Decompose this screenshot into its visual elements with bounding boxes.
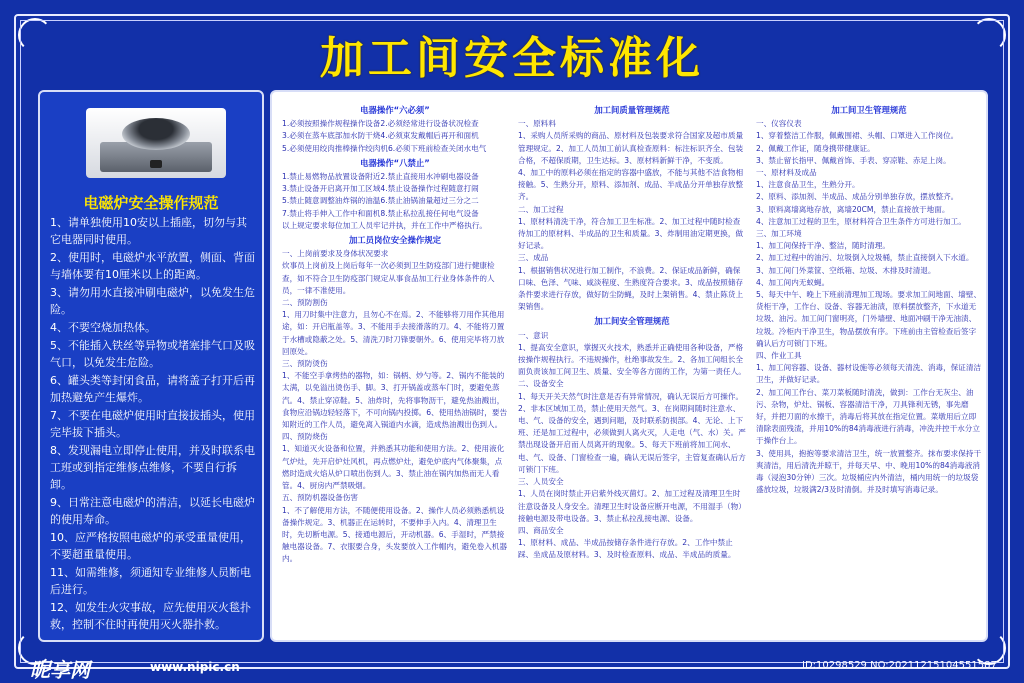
paragraph: 1、加工间容器、设备、器材设施等必须每天清洗、消毒，保证清洁卫生，并做好记录。 — [756, 363, 982, 385]
paragraph: 3、加工间门外菜筐、空纸箱、垃圾、木排及时清退。 — [756, 265, 936, 275]
list-item: 2、使用时，电磁炉水平放置，侧面、背面与墙体要有10厘米以上的距离。 — [50, 251, 255, 281]
watermark-logo: 昵享网 — [30, 658, 90, 682]
section-heading: 电器操作“六必须” — [360, 105, 430, 115]
induction-cooker-rules — [50, 214, 256, 634]
section-heading: 加工间安全管理规范 — [594, 316, 670, 327]
paragraph: 1、知道灭火设备和位置，并熟悉其功能和使用方法。2、使用液化气炉灶，先开启炉灶风机，再点燃炉灶，避免炉底内气体聚集，点燃时造成火焰从炉口喷出伤到人。3、禁止油在锅内加热而无人看管。4、厨房内严禁吸烟。 — [282, 444, 505, 491]
list-item: 7、不要在电磁炉使用时直接拔插头，使用完毕拔下插头。 — [50, 409, 255, 439]
induction-cooker-panel — [38, 90, 264, 642]
list-item: 6、罐头类等封闭食品，请将盖子打开后再加热避免产生爆炸。 — [50, 374, 255, 404]
column-hygiene — [756, 102, 982, 497]
paragraph: 一、上岗前要求及身体状况要求 — [282, 249, 389, 259]
paragraph: 1、原材料清洗干净，符合加工卫生标准。2、加工过程中随时检查待加工的原材料、半成品的卫生和质量。3、炸制用油定期更换，做好记录。 — [518, 216, 744, 251]
paragraph: 1、用刀时集中注意力，且勿心不在焉。2、不能够将刀用作其他用途，如：开启瓶盖等。3、不能用手去接滑落的刀。4、不能将刀置于水槽或隐蔽之处。5、清洗刀时刀锋要朝外。6、使用完毕将刀放回原处。 — [282, 310, 505, 356]
paragraph: 炊事员上岗前及上岗后每年一次必须到卫生防疫部门进行健康检查，如不符合卫生防疫部门规定从事食品加工行业身体条件的人员，一律不准使用。 — [282, 261, 495, 295]
paragraph: 3、原料离墙离地存放，离墙20CM，禁止直接放于地面。 — [756, 204, 950, 214]
paragraph: 4、加工中的原料必须在指定的容器中盛放，不能与其他不洁食物相接触。5、生熟分开，原料、添加剂、成品、半成品分开单独存放整齐。 — [518, 168, 744, 202]
section-heading: 加工员岗位安全操作规定 — [348, 235, 442, 246]
list-item: 10、应严格按照电磁炉的承受重量使用，不要超重量使用。 — [50, 531, 251, 561]
column-quality-safety — [518, 102, 746, 562]
list-item: 3.禁止设备开启离开加工区域4.禁止设备操作过程随意打闹 — [282, 184, 479, 194]
list-item: 8、发现漏电立即停止使用，并及时联系电工班或到指定维修点维修，不要自行拆卸。 — [50, 444, 255, 491]
paragraph: 二、加工过程 — [518, 204, 564, 214]
paragraph: 一、意识 — [518, 330, 549, 340]
list-item: 3、请勿用水直接冲刷电磁炉，以免发生危险。 — [50, 286, 255, 316]
list-item: 5.禁止随意调整油炸锅的油温6.禁止油锅油量超过三分之二 — [282, 196, 479, 206]
paragraph: 2、加工过程中的油污、垃圾倒入垃圾桶，禁止直接倒入下水道。 — [756, 253, 974, 263]
wok-icon — [122, 118, 190, 150]
paragraph: 二、设备安全 — [518, 379, 564, 389]
paragraph: 四、预防烧伤 — [282, 432, 328, 442]
paragraph: 1、穿着整洁工作服，佩戴围裙、头帽、口罩进入工作岗位。 — [756, 131, 959, 141]
paragraph: 1、注意食品卫生，生熟分开。 — [756, 180, 860, 190]
paragraph: 1、不能空手拿烤热的器物，如：锅柄、炒勺等。2、锅内不能装的太满，以免溢出烫伤手、脚。3、打开锅盖或蒸车门时，要避免蒸汽。4、禁止穿凉鞋。5、油炸时，先将事物沥干，避免热油溅出，食物应沿锅边轻轻落下，不可向锅内投掷。6、使用热油锅时，要告知附近的工作人员，避免离入锅道内水滴，造成热油溅出伤到人。 — [282, 371, 508, 430]
induction-cooker-photo — [86, 108, 226, 178]
paragraph: 1、不了解使用方法，不随便使用设备。2、操作人员必须熟悉机设备操作规定。3、机器正在运转时，不要伸手入内。4、清理卫生时，先切断电源。5、接通电源后，开动机器。6、手湿时，严禁接触电器设备。7、衣服要合身，头发要放入工作帽内，避免卷入机器内。 — [282, 505, 508, 564]
rules-panel — [270, 90, 988, 642]
list-item: 1.禁止易燃物品放置设备附近2.禁止直接用水冲刷电器设备 — [282, 172, 479, 182]
paragraph: 五、预防机器设备伤害 — [282, 493, 358, 503]
paragraph: 1、加工间保持干净、整洁，随时清理。 — [756, 241, 890, 251]
paragraph: 2、加工间工作台、菜刀菜板随时清洗，做到：工作台无灰尘、油污、杂物，炉灶、锅板、容器清洁干净，刀具锋利无锈，事先磨好，并把刀面的水擦干，消毒后将其放在指定位置。菜墩用后立即清除表面残渣，并用10%的84消毒液进行消毒，冲洗并控干水分立于操作台上。 — [756, 387, 980, 446]
paragraph: 二、预防割伤 — [282, 298, 328, 308]
list-item: 4、不要空烧加热体。 — [50, 321, 156, 334]
paragraph: 5、每天中午、晚上下班前清理加工现场。要求加工间地面、墙壁、货柜干净，工作台、设备、容器无油渍，原料摆放整齐，下水道无垃圾、油污。加工间门窗明亮，门外墙壁、地面冲刷干净无油渍、垃圾。冷柜内干净卫生，物品摆放有序。下班前由主管检查后签字确认后方可锁门下班。 — [756, 290, 982, 348]
paragraph: 4、注意加工过程的卫生，原材料符合卫生条件方可进行加工。 — [756, 216, 966, 226]
paragraph: 四、商品安全 — [518, 525, 564, 535]
list-item: 7.禁止将手伸入工作中和面机8.禁止私拉乱接任何电气设备 — [282, 208, 479, 218]
section-heading: 加工间卫生管理规范 — [831, 105, 907, 115]
paragraph: 1、提高安全意识，掌握灭火技术，熟悉并正确使用各种设备，严格按操作规程执行。不违规操作，杜绝事故发生。2、各加工间组长全面负责该加工间卫生、质量、安全等各方面的工作，为第一责任人。 — [518, 342, 746, 377]
paragraph: 1、每天开关天然气时注意是否有异常情况，确认无误后方可操作。2、非本区域加工员，禁止使用天然气。3、在岗期间随时注意水、电、气、设备的安全，遇到问题，及时联系防损部。4、无论、上下班、还是加工过程中，必须做到人离火灭，人走电（气、水）关。严禁出现设备开启而人员离开的现象。5、每天下班前将加工间水、电、气、设备、门窗检查一遍，确认无误后签字，主管复查确认后方可锁门下班。 — [518, 391, 746, 474]
paragraph: 一、仪容仪表 — [756, 119, 802, 129]
control-knob — [150, 160, 162, 168]
section-heading: 电器操作“八禁止” — [360, 157, 430, 168]
list-item: 以上规定要求每位加工人员牢记并执，并在工作中严格执行。 — [282, 220, 488, 230]
section-heading: 加工间质量管理规范 — [594, 105, 670, 115]
list-item: 1、请单独使用10安以上插座，切勿与其它电器同时使用。 — [50, 216, 247, 246]
watermark-url: www.nipic.cn — [150, 660, 240, 674]
list-item: 5.必须使用绞肉推棒操作绞肉机6.必须下班前检查关闭水电气 — [282, 143, 487, 153]
paragraph: 三、加工环境 — [756, 229, 802, 239]
paragraph: 4、加工间内无蚁蝇。 — [756, 277, 830, 287]
paragraph: 2、佩戴工作证，随身携带健康证。 — [756, 143, 875, 153]
paragraph: 三、成品 — [518, 253, 549, 263]
paragraph: 1、采购人员所采购的商品、原材料及包装要求符合国家及超市质量管理规定。2、加工人员加工前认真检查原料：标注标识齐全、包装合格，不超保质期，卫生达标。3、原材料新鲜干净，不变质。 — [518, 131, 744, 165]
list-item: 1.必须按照操作规程操作设备2.必须经常进行设备状况检查 — [282, 119, 479, 129]
paragraph: 三、人员安全 — [518, 477, 564, 487]
paragraph: 3、禁止留长指甲、佩戴首饰、手表、穿凉鞋、赤足上岗。 — [756, 155, 951, 165]
induction-cooker-title: 电磁炉安全操作规范 — [83, 194, 219, 212]
paragraph: 2、原料、添加剂、半成品、成品分别单独存放，摆放整齐。 — [756, 192, 959, 202]
paragraph: 一、原材料及成品 — [756, 168, 817, 178]
column-operation-rules — [282, 102, 508, 566]
page-title: 加工间安全标准化 — [320, 33, 704, 84]
paragraph: 1、根据销售状况进行加工制作，不浪费。2、保证成品新鲜，确保口味、色泽、气味、咸淡程度、生熟度符合要求。3、成品按照储存条件要求进行存放，做好防尘防蝇，及时上架销售。4、禁止陈货上架销售。 — [518, 265, 744, 312]
paragraph: 1、人员在岗时禁止开启紫外线灭菌灯。2、加工过程及清理卫生时注意设备及人身安全。清理卫生时设备应断开电源，不用湿手（物）接触电源及带电设备。3、禁止私拉乱接电源、设备。 — [518, 489, 746, 523]
paragraph: 3、使用具，抱抱等要求清洁卫生，统一放置整齐。抹布要求保持干爽清洁，用后清洗并晾干，并每天早、中、晚用10%的84消毒液消毒（浸泡30分钟）三次。垃圾桶应内外清洁，桶内用统一的垃圾袋盛放垃圾，垃圾满2/3及时清倒。并及时填写消毒记录。 — [756, 448, 982, 495]
paragraph: 1、原材料、成品、半成品按储存条件进行存放。2、工作中禁止踩、坐成品及原材料。3、及时检查原料、成品、半成品的质量。 — [518, 538, 736, 560]
list-item: 3.必须在蒸车底部加水防干烧4.必须束发戴帽后再开和面机 — [282, 131, 479, 141]
paragraph: 四、作业工具 — [756, 351, 802, 361]
watermark-id: ID:10298529 NO:20211215104551587 — [802, 660, 997, 671]
list-item: 9、日常注意电磁炉的清洁，以延长电磁炉的使用寿命。 — [50, 496, 255, 526]
paragraph: 一、原料料 — [518, 119, 556, 129]
list-item: 12、如发生火灾事故，应先使用灭火毯扑救，控制不住时再使用灭火器扑救。 — [50, 601, 251, 631]
list-item: 5、不能插入铁丝等异物或堵塞排气口及吸气口，以免发生危险。 — [50, 339, 255, 369]
paragraph: 三、预防烫伤 — [282, 359, 328, 369]
list-item: 11、如需维修，须通知专业维修人员断电后进行。 — [50, 566, 251, 596]
